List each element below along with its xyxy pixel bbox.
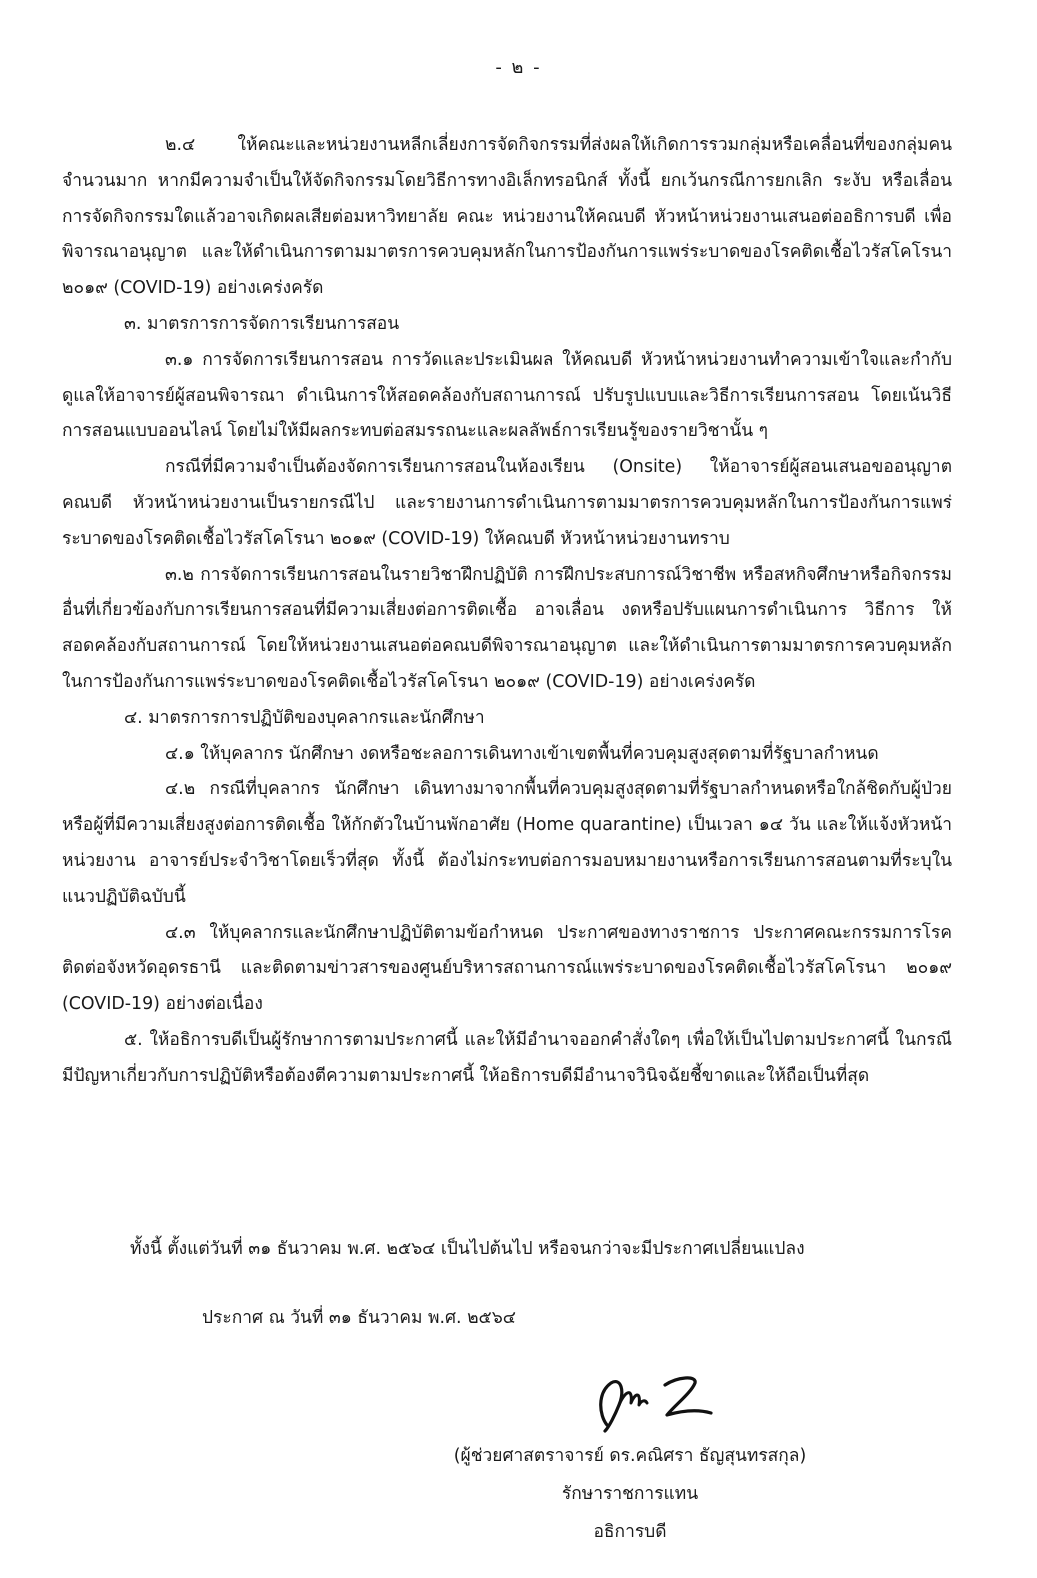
signer-role: รักษาราชการแทน: [561, 1484, 699, 1504]
document-body: [62, 128, 952, 1095]
heading-section-4: ๔. มาตรการการปฏิบัติของบุคลากรและนักศึกษา: [124, 707, 485, 728]
heading-section-3: ๓. มาตรการการจัดการเรียนการสอน: [124, 313, 400, 334]
signer-name: (ผู้ช่วยศาสตราจารย์ ดร.คณิศรา ธัญสุนทรสกุล): [453, 1446, 807, 1466]
issued-date: ประกาศ ณ วันที่ ๓๑ ธันวาคม พ.ศ. ๒๕๖๔: [202, 1308, 516, 1328]
signer-position: อธิการบดี: [593, 1522, 667, 1542]
paragraph-4-1: ๔.๑ ให้บุคลากร นักศึกษา งดหรือชะลอการเดินทางเข้าเขตพื้นที่ควบคุมสูงสุดตามที่รัฐบาลกำหนด: [165, 743, 879, 764]
paragraph-section-5: ๕. ให้อธิการบดีเป็นผู้รักษาการตามประกาศนี้ และให้มีอำนาจออกคำสั่งใดๆ เพื่อให้เป็นไปตามประกาศนี้ ในกรณีมีปัญหาเกี่ยวกับการปฏิบัติหรือต้องตีความตามประกาศนี้ ให้อธิการบดีมีอำนาจวินิจฉัยชี้ขาดและให้ถือเป็นที่สุด: [62, 1029, 952, 1086]
handwritten-signature: [585, 1365, 725, 1437]
paragraph-3-1-onsite: กรณีที่มีความจำเป็นต้องจัดการเรียนการสอนในห้องเรียน (Onsite) ให้อาจารย์ผู้สอนเสนอขออนุญาตคณบดี หัวหน้าหน่วยงานเป็นรายกรณีไป และรายงานการดำเนินการตามมาตรการควบคุมหลักในการป้องกันการแพร่ระบาดของโรคติดเชื้อไวรัสโคโรนา ๒๐๑๙ (COVID-19) ให้คณบดี หัวหน้าหน่วยงานทราบ: [62, 457, 952, 549]
paragraph-2-4: ๒.๔ ให้คณะและหน่วยงานหลีกเลี่ยงการจัดกิจกรรมที่ส่งผลให้เกิดการรวมกลุ่มหรือเคลื่อนที่ของกลุ่มคนจำนวนมาก หากมีความจำเป็นให้จัดกิจกรรมโดยวิธีการทางอิเล็กทรอนิกส์ ทั้งนี้ ยกเว้นกรณีการยกเลิก ระงับ หรือเลื่อนการจัดกิจกรรมใดแล้วอาจเกิดผลเสียต่อมหาวิทยาลัย คณะ หน่วยงานให้คณบดี หัวหน้าหน่วยงานเสนอต่ออธิการบดี เพื่อพิจารณาอนุญาต และให้ดำเนินการตามมาตรการควบคุมหลักในการป้องกันการแพร่ระบาดของโรคติดเชื้อไวรัสโคโรนา ๒๐๑๙ (COVID-19) อย่างเคร่งครัด: [62, 135, 952, 299]
paragraph-4-3: ๔.๓ ให้บุคลากรและนักศึกษาปฏิบัติตามข้อกำหนด ประกาศของทางราชการ ประกาศคณะกรรมการโรคติดต่อจังหวัดอุดรธานี และติดตามข่าวสารของศูนย์บริหารสถานการณ์แพร่ระบาดของโรคติดเชื้อไวรัสโคโรนา ๒๐๑๙ (COVID-19) อย่างต่อเนื่อง: [62, 922, 952, 1015]
paragraph-3-2: ๓.๒ การจัดการเรียนการสอนในรายวิชาฝึกปฏิบัติ การฝึกประสบการณ์วิชาชีพ หรือสหกิจศึกษาหรือกิจกรรมอื่นที่เกี่ยวข้องกับการเรียนการสอนที่มีความเสี่ยงต่อการติดเชื้อ อาจเลื่อน งดหรือปรับแผนการดำเนินการ วิธีการ ให้สอดคล้องกับสถานการณ์ โดยให้หน่วยงานเสนอต่อคณบดีพิจารณาอนุญาต และให้ดำเนินการตามมาตรการควบคุมหลักในการป้องกันการแพร่ระบาดของโรคติดเชื้อไวรัสโคโรนา ๒๐๑๙ (COVID-19) อย่างเคร่งครัด: [62, 564, 952, 692]
paragraph-3-1: ๓.๑ การจัดการเรียนการสอน การวัดและประเมินผล ให้คณบดี หัวหน้าหน่วยงานทำความเข้าใจและกำกับดูแลให้อาจารย์ผู้สอนพิจารณา ดำเนินการให้สอดคล้องกับสถานการณ์ ปรับรูปแบบและวิธีการเรียนการสอน โดยเน้นวิธีการสอนแบบออนไลน์ โดยไม่ให้มีผลกระทบต่อสมรรถนะและผลลัพธ์การเรียนรู้ของรายวิชานั้น ๆ: [62, 349, 952, 442]
page-number: - ๒ -: [495, 57, 542, 78]
signer-block: [420, 1437, 840, 1551]
paragraph-4-2: ๔.๒ กรณีที่บุคลากร นักศึกษา เดินทางมาจากพื้นที่ควบคุมสูงสุดตามที่รัฐบาลกำหนดหรือใกล้ชิดกับผู้ป่วยหรือผู้ที่มีความเสี่ยงสูงต่อการติดเชื้อ ให้กักตัวในบ้านพักอาศัย (Home quarantine) เป็นเวลา ๑๔ วัน และให้แจ้งหัวหน้าหน่วยงาน อาจารย์ประจำวิชาโดยเร็วที่สุด ทั้งนี้ ต้องไม่กระทบต่อการมอบหมายงานหรือการเรียนการสอนตามที่ระบุในแนวปฏิบัติฉบับนี้: [62, 779, 952, 907]
effective-statement: ทั้งนี้ ตั้งแต่วันที่ ๓๑ ธันวาคม พ.ศ. ๒๕๖๔ เป็นไปต้นไป หรือจนกว่าจะมีประกาศเปลี่ยนแปลง: [130, 1239, 805, 1259]
